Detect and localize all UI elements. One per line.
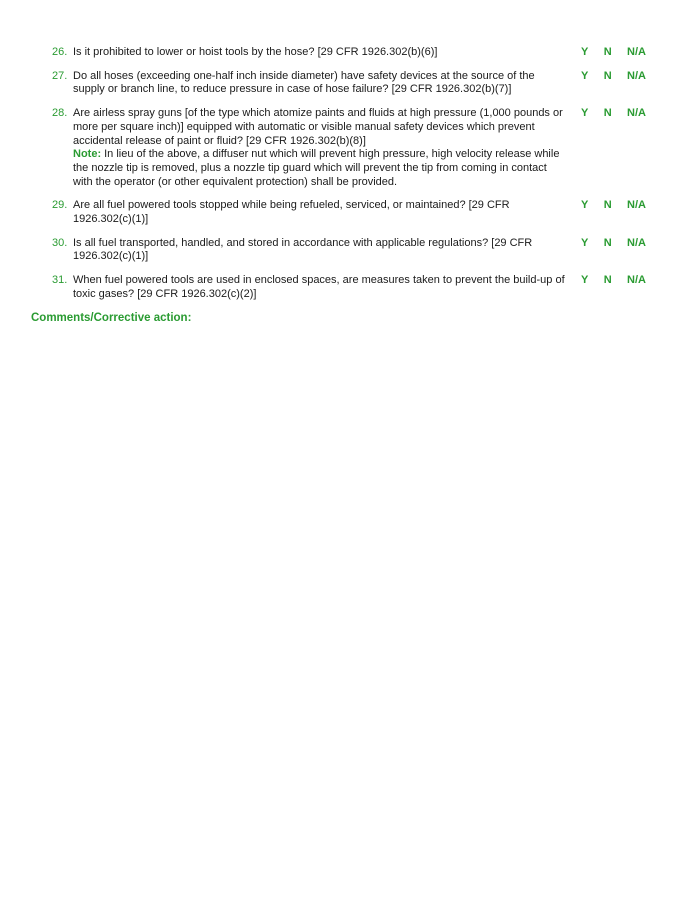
item-question: [73, 107, 567, 189]
question-text: Are all fuel powered tools stopped while being refueled, serviced, or maintained? [29 CFR 1926.302(c)(1)]: [73, 199, 510, 226]
answer-na: N/A: [627, 199, 646, 212]
answer-options: [581, 70, 646, 84]
item-number: 28.: [52, 107, 68, 120]
answer-options: [581, 274, 646, 288]
answer-yes: Y: [581, 236, 589, 249]
note-label: Note:: [73, 148, 102, 161]
item-note: [73, 148, 567, 189]
checklist-item-26: [0, 46, 695, 60]
item-number: 29.: [52, 199, 68, 212]
checklist-item-31: [0, 274, 695, 301]
question-text: Do all hoses (exceeding one-half inch inside diameter) have safety devices at the source of the supply or branch line, to reduce pressure in case of hose failure? [29 CFR 1926.302(b)(7)]: [73, 69, 535, 96]
answer-no: N: [603, 199, 612, 212]
answer-na: N/A: [627, 107, 646, 120]
answer-no: N: [603, 107, 612, 120]
question-text: Is all fuel transported, handled, and stored in accordance with applicable regulations? [29 CFR 1926.302(c)(1)]: [73, 236, 533, 263]
answer-na: N/A: [627, 236, 646, 249]
answer-options: [581, 199, 646, 213]
item-question: [73, 70, 567, 97]
answer-yes: Y: [581, 69, 589, 82]
item-question: [73, 237, 567, 264]
answer-options: [581, 107, 646, 121]
item-number: 27.: [52, 69, 68, 82]
answer-options: [581, 237, 646, 251]
answer-na: N/A: [627, 46, 646, 58]
checklist-item-29: [0, 199, 695, 226]
question-text: Are airless spray guns [of the type which atomize paints and fluids at high pressure (1,000 pounds or more per square inch)] equipped with automatic or visible manual safety devices which prevent accidental release of paint or fluid? [29 CFR 1926.302(b)(8)]: [73, 107, 563, 147]
note-text: In lieu of the above, a diffuser nut which will prevent high pressure, high velocity release while the nozzle tip is removed, plus a nozzle tip guard which will prevent the tip from coming in contact with the operator (or other equivalent protection) shall be provided.: [73, 148, 560, 188]
answer-options: [581, 46, 646, 60]
answer-yes: Y: [581, 274, 589, 287]
question-text: When fuel powered tools are used in enclosed spaces, are measures taken to prevent the build-up of toxic gases? [29 CFR 1926.302(c)(2)]: [73, 274, 565, 300]
checklist-item-27: [0, 70, 695, 97]
answer-na: N/A: [627, 274, 646, 287]
answer-yes: Y: [581, 199, 589, 212]
item-number: 26.: [52, 46, 68, 58]
answer-no: N: [603, 274, 612, 287]
item-question: [73, 199, 567, 226]
answer-no: N: [603, 236, 612, 249]
comments-corrective-action-label: Comments/Corrective action:: [31, 311, 192, 324]
answer-yes: Y: [581, 46, 589, 58]
item-question: [73, 46, 567, 60]
answer-yes: Y: [581, 107, 589, 120]
item-number: 31.: [52, 274, 68, 287]
answer-no: N: [603, 46, 612, 58]
item-number: 30.: [52, 236, 68, 249]
checklist-item-30: [0, 237, 695, 264]
answer-no: N: [603, 69, 612, 82]
checklist-item-28: [0, 107, 695, 189]
item-question: [73, 274, 567, 301]
answer-na: N/A: [627, 69, 646, 82]
question-text: Is it prohibited to lower or hoist tools by the hose? [29 CFR 1926.302(b)(6)]: [73, 46, 438, 58]
